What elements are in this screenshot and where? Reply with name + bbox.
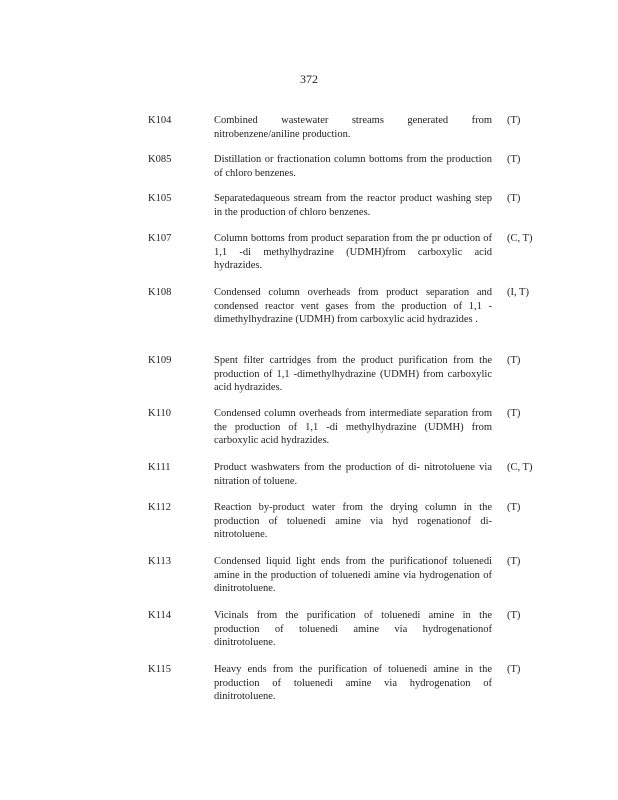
waste-code: K107 xyxy=(148,233,172,244)
hazard-code: (T) xyxy=(507,408,521,419)
waste-code: K115 xyxy=(148,664,171,675)
hazard-code: (T) xyxy=(507,355,521,366)
waste-description: Condensed liquid light ends from the purificationof toluenedi amine in the production of toluenedi amine via hydrogenation of dinitrotoluene. xyxy=(214,556,492,595)
waste-description: Condensed column overheads from intermediate separation from the production of 1,1 -di methylhydrazine (UDMH) from carboxylic acid hydrazides. xyxy=(214,408,492,447)
hazard-code: (T) xyxy=(507,115,521,126)
waste-description: Combined wastewater streams generated from nitrobenzene/aniline production. xyxy=(214,115,492,140)
waste-code: K108 xyxy=(148,287,172,298)
waste-description: Spent filter cartridges from the product purification from the production of 1,1 -dimethylhydrazine (UDMH) from carboxylic acid hydrazides. xyxy=(214,355,492,394)
waste-description: Vicinals from the purification of toluenedi amine in the production of toluenedi amine via hydrogenationof dinitrotoluene. xyxy=(214,610,492,649)
waste-description: Heavy ends from the purification of toluenedi amine in the production of toluenedi amine via hydrogenation of dinitrotoluene. xyxy=(214,664,492,703)
hazard-code: (T) xyxy=(507,502,521,513)
waste-code: K085 xyxy=(148,154,172,165)
hazard-code: (T) xyxy=(507,664,521,675)
hazard-code: (T) xyxy=(507,193,521,204)
waste-description: Separatedaqueous stream from the reactor product washing step in the production of chloro benzenes. xyxy=(214,193,492,218)
waste-code: K112 xyxy=(148,502,171,513)
waste-description: Column bottoms from product separation from the pr oduction of 1,1 -di methylhydrazine (UDMH)from carboxylic acid hydrazides. xyxy=(214,233,492,272)
waste-code: K113 xyxy=(148,556,171,567)
waste-code: K110 xyxy=(148,408,171,419)
hazard-code: (T) xyxy=(507,556,521,567)
hazard-code: (T) xyxy=(507,154,521,165)
hazard-code: (C, T) xyxy=(507,233,533,244)
page-number: 372 xyxy=(300,72,318,86)
waste-code: K109 xyxy=(148,355,172,366)
hazard-code: (C, T) xyxy=(507,462,533,473)
waste-description: Condensed column overheads from product separation and condensed reactor vent gases from the production of 1,1 -dimethylhydrazine (UDMH) from carboxylic acid hydrazides . xyxy=(214,287,492,326)
waste-code: K104 xyxy=(148,115,172,126)
waste-description: Product washwaters from the production of di- nitrotoluene via nitration of toluene. xyxy=(214,462,492,487)
waste-code: K114 xyxy=(148,610,171,621)
hazard-code: (T) xyxy=(507,610,521,621)
waste-code: K111 xyxy=(148,462,171,473)
hazard-code: (I, T) xyxy=(507,287,529,298)
waste-description: Distillation or fractionation column bottoms from the production of chloro benzenes. xyxy=(214,154,492,179)
waste-description: Reaction by-product water from the drying column in the production of toluenedi amine via hyd rogenationof di- nitrotoluene. xyxy=(214,502,492,541)
waste-code: K105 xyxy=(148,193,172,204)
